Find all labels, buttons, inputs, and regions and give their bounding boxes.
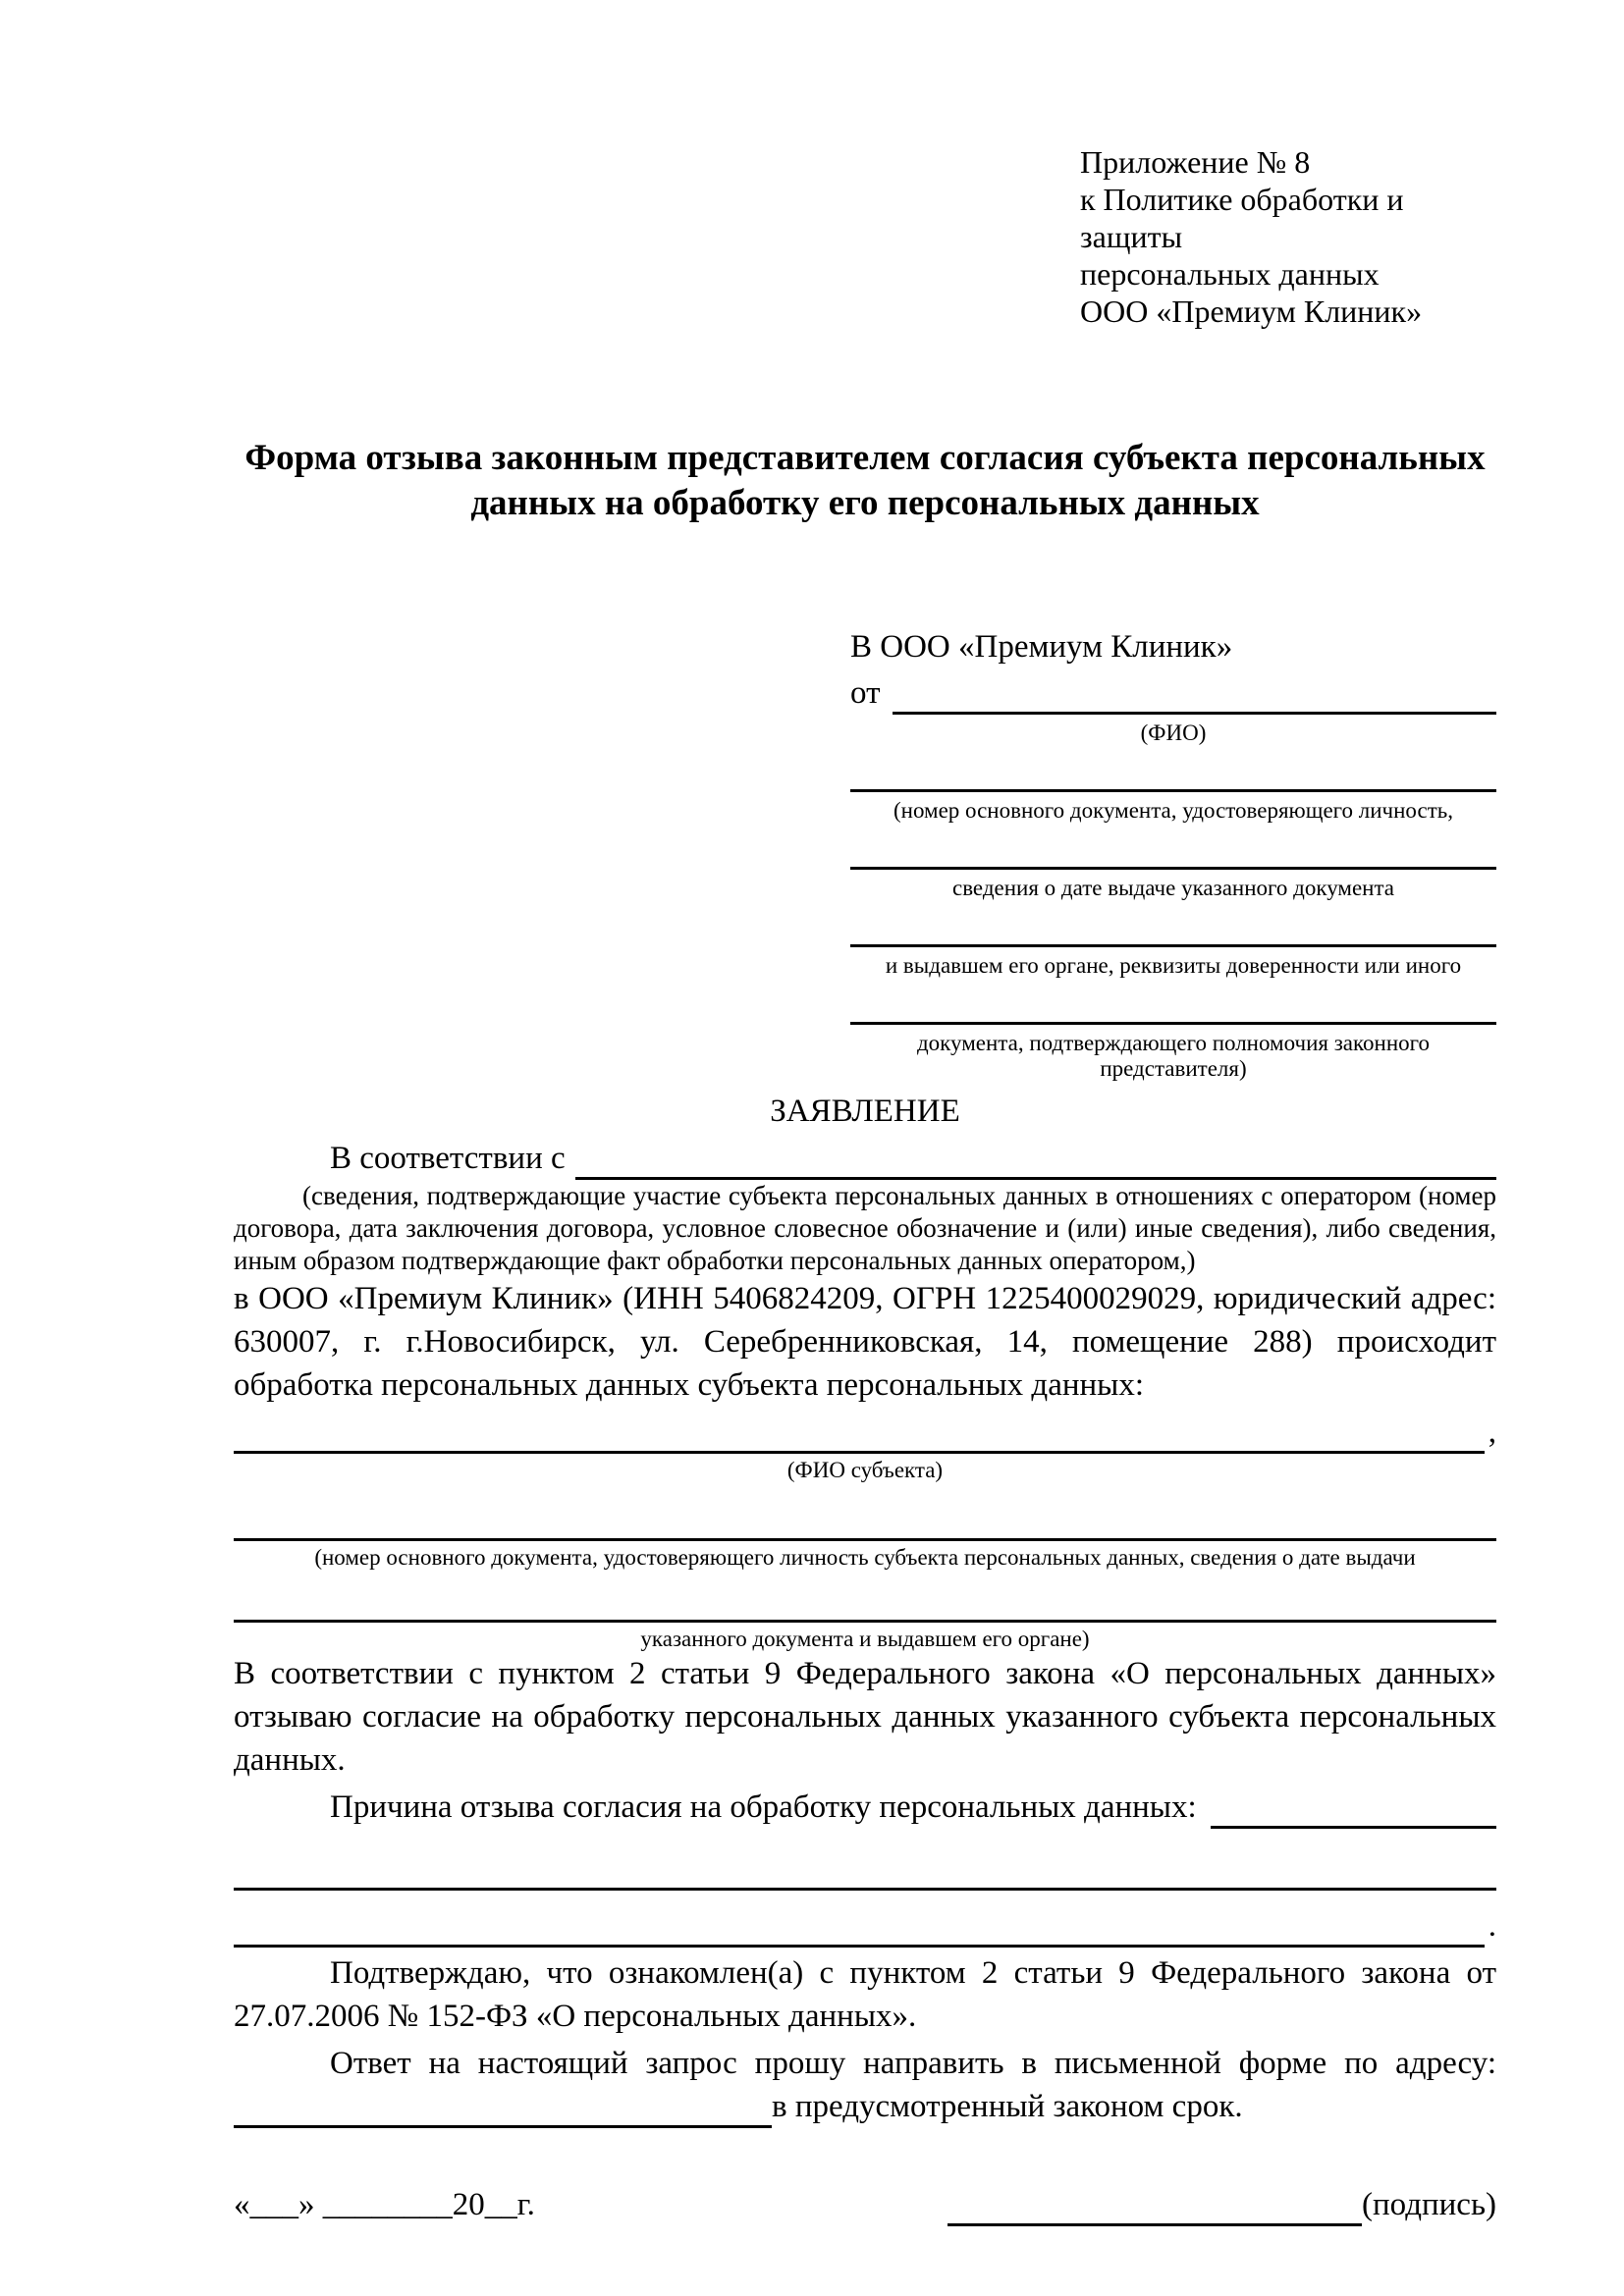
withdraw-paragraph: В соответствии с пунктом 2 статьи 9 Федерального закона «О персональных данных» отзываю согласие на обработку персональных данных указанного субъекта персональных данных. xyxy=(234,1656,1496,1778)
appendix-header-line: персональных данных xyxy=(1080,256,1380,292)
intro-row xyxy=(234,1135,1496,1180)
subject-doc-blank-field xyxy=(234,1509,1496,1541)
representative-doc-blank-field xyxy=(850,915,1496,947)
subject-fio-caption: (ФИО субъекта) xyxy=(786,1458,944,1482)
statement-heading: ЗАЯВЛЕНИЕ xyxy=(770,1094,960,1129)
signature-block xyxy=(947,2183,1496,2226)
appendix-header-line: Приложение № 8 xyxy=(1080,144,1311,180)
reply-paragraph: Ответ на настоящий запрос прошу направить в письменной форме по адресу: xyxy=(330,2046,1496,2081)
reason-blank-field-3 xyxy=(234,1915,1485,1948)
footer-row xyxy=(234,2183,1496,2226)
reply-address-row xyxy=(234,2085,1496,2128)
operator-paragraph: в ООО «Премиум Клиник» (ИНН 5406824209, ОГРН 1225400029029, юридический адрес: 630007, г. г.Новосибирск, ул. Серебренниковская, 14, помещение 288) происходит обработка персональных данных субъекта персональных данных: xyxy=(234,1281,1496,1403)
reason-blank-field xyxy=(1211,1789,1496,1829)
representative-doc-caption: и выдавшем его органе, реквизиты доверенности или иного xyxy=(885,953,1462,978)
reply-address-blank-field xyxy=(234,2092,772,2128)
intro-blank-field xyxy=(575,1140,1496,1180)
appendix-header xyxy=(1080,143,1496,330)
subject-doc-caption: указанного документа и выдавшем его органе) xyxy=(640,1627,1090,1651)
from-blank-field xyxy=(893,674,1497,715)
appendix-header-line: ООО «Премиум Клиник» xyxy=(1080,294,1423,329)
representative-doc-caption: (номер основного документа, удостоверяющего личность, xyxy=(893,798,1453,823)
representative-doc-blank-field xyxy=(850,760,1496,792)
subject-doc-row xyxy=(234,1509,1496,1541)
signature-caption: (подпись) xyxy=(1362,2187,1496,2222)
addressee-to: В ООО «Премиум Клиник» xyxy=(850,629,1233,665)
subject-fio-blank-field xyxy=(234,1421,1485,1454)
from-label: от xyxy=(850,675,881,711)
confirm-paragraph: Подтверждаю, что ознакомлен(а) с пунктом 2 статьи 9 Федерального закона от 27.07.2006 № 152-ФЗ «О персональных данных». xyxy=(234,1955,1496,2034)
from-row xyxy=(850,669,1496,715)
representative-doc-blank-field xyxy=(850,992,1496,1025)
reason-row xyxy=(234,1784,1496,1829)
subject-doc-blank-field xyxy=(234,1590,1496,1623)
representative-doc-caption: сведения о дате выдаче указанного документа xyxy=(951,876,1395,900)
addressee-block xyxy=(850,624,1496,1082)
subject-comma: , xyxy=(1488,1415,1496,1450)
intro-caption: (сведения, подтверждающие участие субъекта персональных данных в отношениях с оператором (номер договора, дата заключения договора, условное словесное обозначение и (или) иные сведения), либо сведения, иным образом подтверждающие факт обработки персональных данных оператором,) xyxy=(234,1181,1496,1275)
subject-fio-row xyxy=(234,1411,1496,1454)
intro-label: В соответствии с xyxy=(330,1141,566,1176)
representative-doc-blank-field xyxy=(850,837,1496,870)
subject-doc-row xyxy=(234,1590,1496,1623)
representative-doc-caption: документа, подтверждающего полномочия законного представителя) xyxy=(916,1031,1430,1081)
fio-caption: (ФИО) xyxy=(1140,721,1207,745)
reason-blank-row xyxy=(234,1858,1496,1891)
signature-blank-field xyxy=(947,2190,1362,2226)
document-title: Форма отзыва законным представителем согласия субъекта персональных данных на обработку его персональных данных xyxy=(244,438,1486,523)
reason-blank-row xyxy=(234,1904,1496,1948)
appendix-header-line: к Политике обработки и защиты xyxy=(1080,182,1404,254)
subject-doc-caption: (номер основного документа, удостоверяющего личность субъекта персональных данных, сведения о дате выдачи xyxy=(314,1545,1416,1570)
reason-blank-field-2 xyxy=(234,1858,1496,1891)
reply-tail-text: в предусмотренный законом срок. xyxy=(772,2089,1243,2124)
date-field: «___» ________20__г. xyxy=(234,2187,535,2222)
reason-label: Причина отзыва согласия на обработку персональных данных: xyxy=(330,1789,1197,1825)
blank-line-period: . xyxy=(1488,1908,1496,1944)
